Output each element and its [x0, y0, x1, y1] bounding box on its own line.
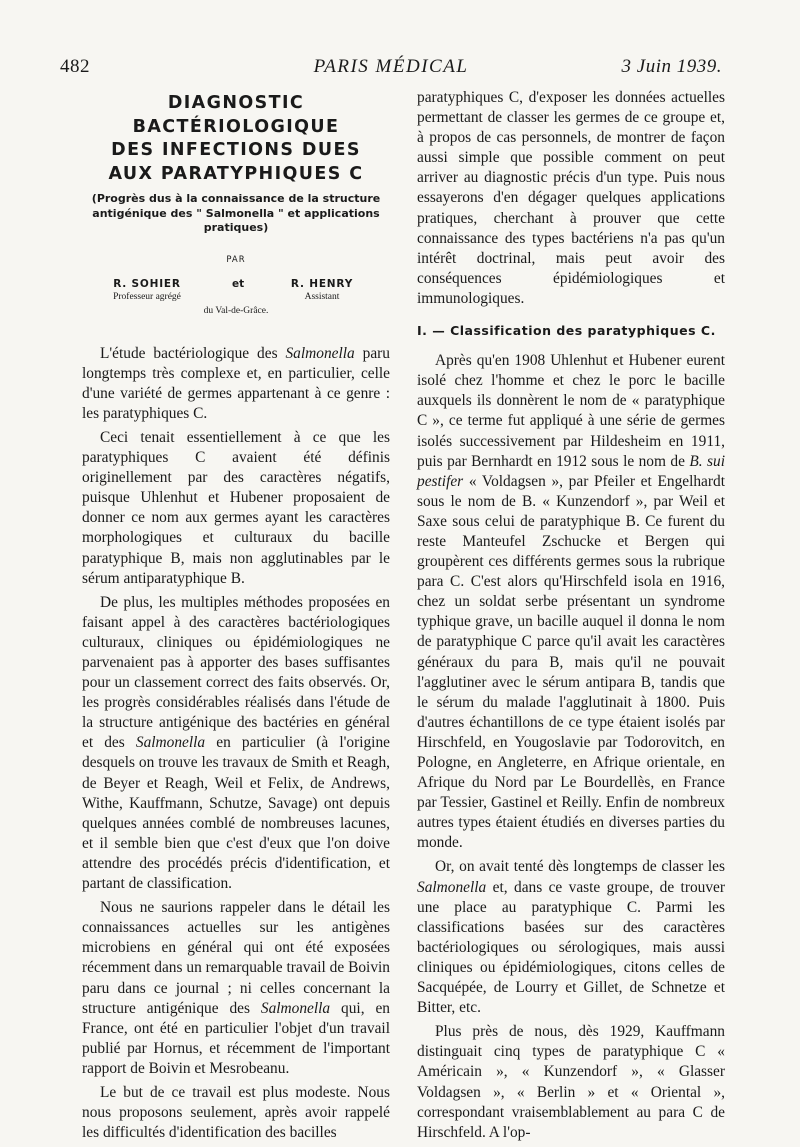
paragraph: Nous ne saurions rappeler dans le détail les connaissances actuelles sur les antigènes microbiens en général qui ont été exposées récemment dans un remarquable travail de Boivin paru dans ce journal ; ni celles concernant la structure antigénique des Salmonella qui, en France, ont été en particulier l'objet d'un travail publié par Hornus, et récemment de l'important rapport de Boivin et Mesrobeanu.	[82, 899, 390, 1077]
paragraph: Après qu'en 1908 Uhlenhut et Hubener eurent isolé chez l'homme et chez le porc le bacille auxquels ils donnèrent le nom de « paratyphique C », ce terme fut appliqué à une série de germes isolés successivement par Hildesheim en 1911, puis par Bernhardt en 1912 sous le nom de B. sui pestifer « Voldagsen », par Pfeiler et Engelhardt sous le nom de B. « Kunzendorf », par Weil et Saxe sous celui de paratyphique B. Ce furent du reste Manteufel Zschucke et Bergen qui groupèrent ces différents germes sous la rubrique para C. C'est alors qu'Hirschfeld isola en 1916, chez un soldat serbe présentant un syndrome typhique grave, un bacille auquel il donna le nom de paratyphique C parce qu'il avait les caractères généraux du para B, mais qu'il ne pouvait l'agglutiner avec le sérum antipara B, tandis que le sérum du malade l'agglutinait à 1800. Puis d'autres échantillons de ce type étaient isolés par Hirschfeld, en Yougoslavie par Todorovitch, en Pologne, en Angleterre, en Afrique orientale, en Afrique du Nord par Le Bourdellès, en France par Tessier, Gastinel et Reilly. Enfin de nombreux autres types étaient étudiés en diverses parties du monde.	[417, 352, 725, 852]
right-column	[417, 88, 725, 1147]
paragraph: paratyphiques C, d'exposer les données actuelles permettant de classer les germes de ce groupe et, à propos de cas personnels, de montrer de façon aussi simple que possible comment on peut arriver au diagnostic précis d'un type. Puis nous essayerons d'en dégager quelques applications pratiques, cherchant à prouver que cette connaissance des types bactériens n'a pas qu'un intérêt doctrinal, mais peut avoir des conséquences épidémiologiques et immunologiques.	[417, 89, 725, 307]
paragraph: Or, on avait tenté dès longtemps de classer les Salmonella et, dans ce vaste groupe, de trouver une place au paratyphique C. Parmi les classifications basées sur des caractères bactériologiques ou sérologiques, mais aussi cliniques ou épidémiologiques, citons celles de Sacquépée, de Lourry et Gillet, de Schnetze et Bitter, etc.	[417, 858, 725, 1017]
author-affiliation: du Val-de-Grâce.	[203, 305, 269, 316]
author-name: R. SOHIER	[113, 277, 181, 290]
left-column	[82, 88, 390, 1147]
article-subtitle: (Progrès dus à la connaissance de la structure antigénique des " Salmonella " et applications pratiques)	[91, 192, 381, 234]
by-label: PAR	[226, 254, 246, 265]
section-heading: I. — Classification des paratyphiques C.	[417, 323, 716, 339]
title-line: DES INFECTIONS DUES	[111, 140, 361, 160]
title-line: DIAGNOSTIC	[167, 93, 305, 113]
author-name: R. HENRY	[290, 277, 354, 290]
paragraph: L'étude bactériologique des Salmonella paru longtemps très complexe et, en particulier, celle d'une variété de germes appartenant à ce genre : les paratyphiques C.	[82, 344, 390, 422]
author-sohier	[82, 278, 212, 304]
paragraph: Le but de ce travail est plus modeste. Nous nous proposons seulement, après avoir rappelé les difficultés d'identification des bacilles	[82, 1083, 390, 1142]
title-line: AUX PARATYPHIQUES C	[108, 163, 364, 184]
paragraph: Plus près de nous, dès 1929, Kauffmann distinguait cinq types de paratyphique C « Américain », « Kunzendorf », « Glasser Voldagsen », « Berlin » et « Oriental », correspondant vraisemblablement au para C de Hirschfeld. A l'op-	[417, 1023, 725, 1141]
journal-title: PARIS MÉDICAL	[313, 56, 469, 77]
author-role: Professeur agrégé	[113, 291, 181, 302]
issue-date: 3 Juin 1939.	[621, 56, 722, 77]
paragraph: De plus, les multiples méthodes proposées en faisant appel à des caractères bactériologiques culturaux, cliniques ou épidémiologiques ne parvenaient pas à apporter des bases suffisantes pour un classement correct des faits observés. Or, les progrès considérables réalisés dans l'étude de la structure antigénique des bactéries en général et des Salmonella en particulier (à l'origine desquels on trouve les travaux de Smith et Reagh, de Beyer et Reagh, Weil et Felix, de Andrews, Withe, Kauffmann, Schutze, Savage) ont depuis quelques années comblé de nombreuses lacunes, et il semble bien que c'est d'eux que l'on doive attendre des procédés précis d'identification, et partant de classification.	[82, 593, 390, 893]
page-header	[60, 56, 722, 82]
author-henry	[262, 278, 382, 304]
title-line: BACTÉRIOLOGIQUE	[132, 116, 340, 137]
paragraph: Ceci tenait essentiellement à ce que les paratyphiques C avaient été définis originellement par des caractères négatifs, puisque Uhlenhut et Hubener proposaient de donner ce nom aux germes ayant les caractères morphologiques et culturaux du bacille paratyphique B, mais non agglutinables par le sérum antiparatyphique B.	[82, 428, 390, 587]
author-conjunction: et	[232, 277, 245, 290]
page-number: 482	[60, 56, 90, 77]
author-block	[82, 278, 390, 324]
author-role: Assistant	[304, 291, 340, 302]
article-title	[82, 92, 390, 186]
